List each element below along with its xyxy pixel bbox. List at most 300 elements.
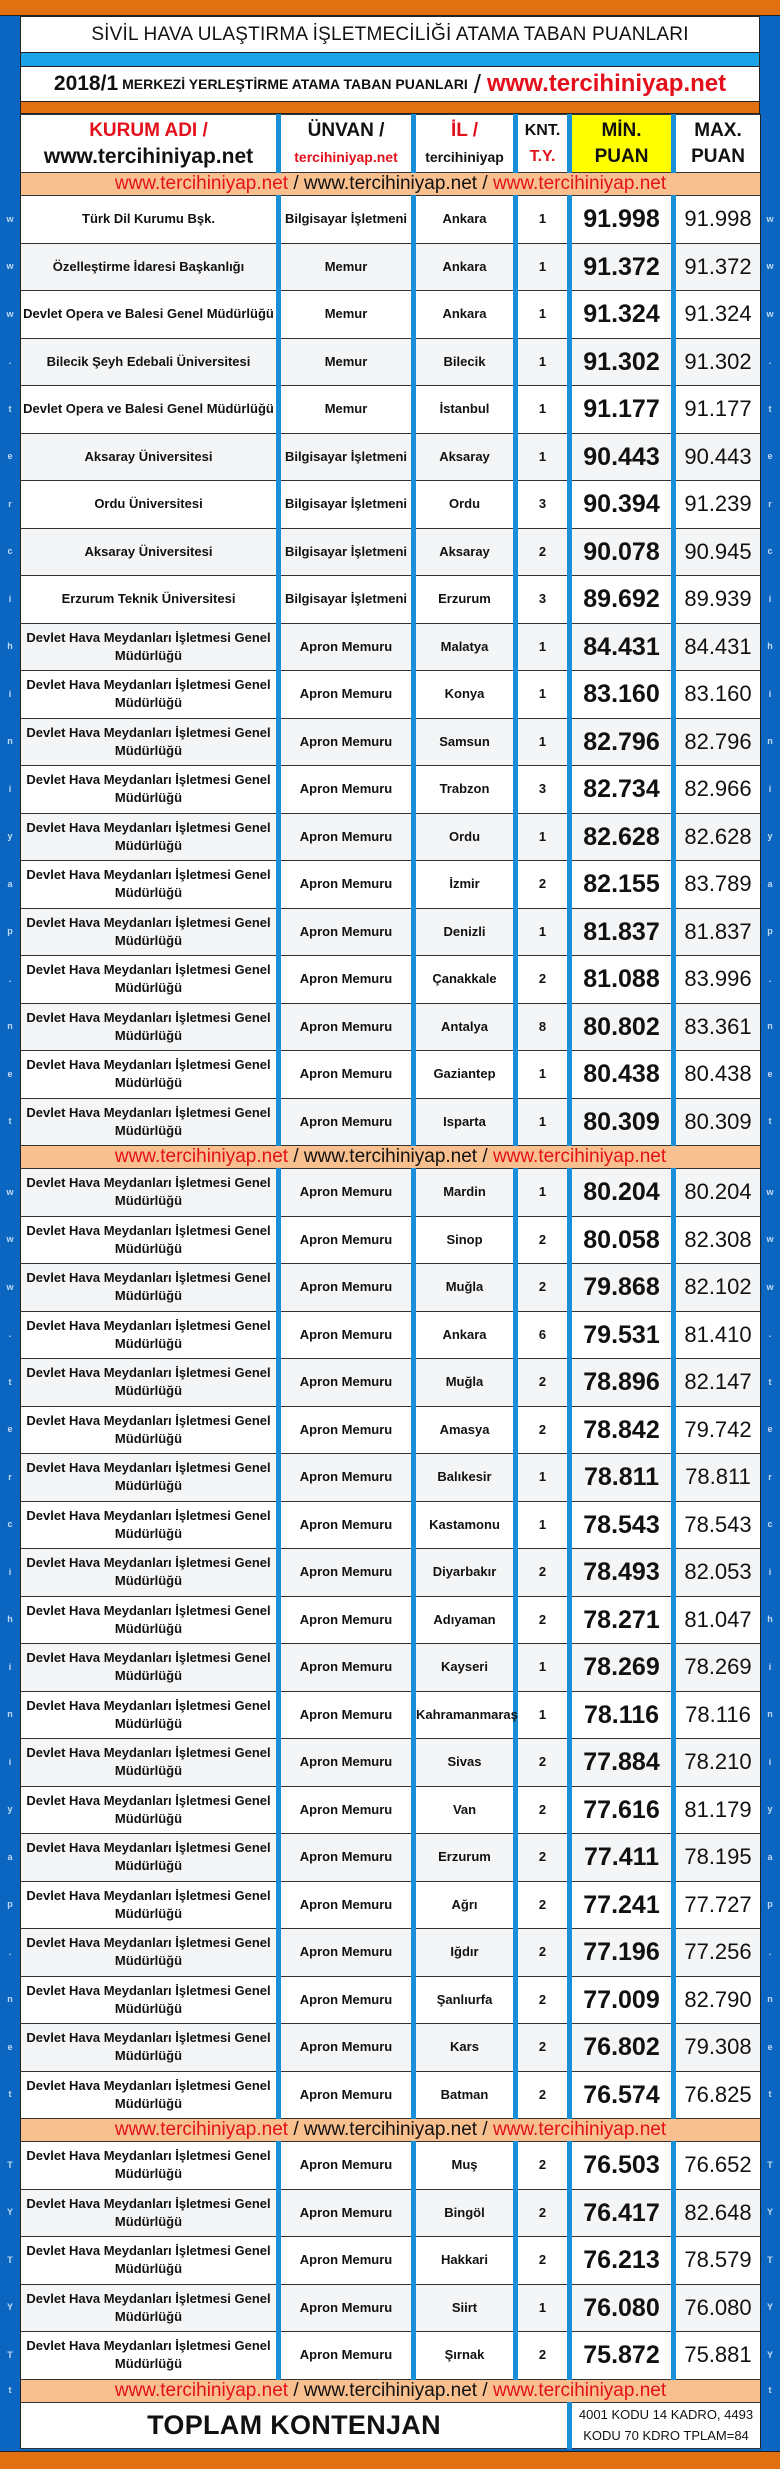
cell-kurum: Devlet Hava Meydanları İşletmesi Genel Müdürlüğü [21, 1359, 279, 1407]
table-row [21, 2284, 761, 2332]
cell-il: Kayseri [414, 1644, 516, 1692]
cell-il: Muğla [414, 1264, 516, 1312]
side-letter-right: n [767, 1994, 773, 2004]
cell-kurum: Devlet Hava Meydanları İşletmesi Genel Müdürlüğü [21, 1881, 279, 1929]
side-letter-left: i [8, 1756, 12, 1767]
side-letter-right: Y [766, 2207, 773, 2217]
cell-min-puan: 89.692 [570, 576, 674, 624]
cell-il: Gaziantep [414, 1051, 516, 1099]
side-letter-right: T [767, 2159, 773, 2170]
side-letter-right: e [767, 451, 773, 461]
cell-knt: 3 [516, 576, 570, 624]
cell-max-puan: 83.789 [674, 861, 761, 909]
cell-unvan: Memur [279, 386, 414, 434]
cell-knt: 1 [516, 671, 570, 719]
side-letter-right: e [767, 1068, 773, 1079]
table-row [21, 813, 761, 861]
cell-max-puan: 90.443 [674, 433, 761, 481]
side-letter-right: w [766, 213, 774, 224]
cell-knt: 2 [516, 1359, 570, 1407]
cell-kurum: Aksaray Üniversitesi [21, 433, 279, 481]
cell-knt: 2 [516, 1881, 570, 1929]
cell-kurum: Devlet Hava Meydanları İşletmesi Genel Müdürlüğü [21, 1739, 279, 1787]
watermark-sep-1: / [288, 1146, 304, 1167]
subtitle-year: 2018/1 [53, 72, 119, 95]
table-row [21, 1406, 761, 1454]
table-row [21, 1098, 761, 1146]
table-row [21, 338, 761, 386]
cell-kurum: Devlet Hava Meydanları İşletmesi Genel Müdürlüğü [21, 1264, 279, 1312]
cell-il: Ordu [414, 813, 516, 861]
table-row [21, 718, 761, 766]
table-row [21, 528, 761, 576]
table-row [21, 243, 761, 291]
cell-max-puan: 76.080 [674, 2284, 761, 2332]
cell-min-puan: 77.196 [570, 1929, 674, 1977]
watermark-link-3[interactable]: www.tercihiniyap.net [492, 1146, 667, 1167]
watermark-sep-2: / [477, 2119, 493, 2140]
watermark-link-2[interactable]: www.tercihiniyap.net [303, 2379, 478, 2401]
cell-min-puan: 91.177 [570, 386, 674, 434]
cell-max-puan: 80.204 [674, 1169, 761, 1217]
cell-unvan: Apron Memuru [279, 623, 414, 671]
cell-min-puan: 78.116 [570, 1691, 674, 1739]
cell-min-puan: 78.896 [570, 1359, 674, 1407]
table-row [21, 1051, 761, 1099]
cell-kurum: Devlet Opera ve Balesi Genel Müdürlüğü [21, 291, 279, 339]
subtitle-slash: / [473, 68, 481, 99]
cell-kurum: Devlet Hava Meydanları İşletmesi Genel Müdürlüğü [21, 956, 279, 1004]
cell-knt: 2 [516, 1976, 570, 2024]
watermark-link-2[interactable]: www.tercihiniyap.net [303, 173, 478, 194]
cell-kurum: Devlet Hava Meydanları İşletmesi Genel Müdürlüğü [21, 1834, 279, 1882]
total-note-line2: KODU 70 KDRO TPLAM=84 [583, 2428, 749, 2443]
subtitle [20, 67, 760, 102]
cell-knt: 2 [516, 1786, 570, 1834]
cell-il: Hakkari [414, 2237, 516, 2285]
side-letter-left: T [7, 2159, 13, 2170]
cell-knt: 1 [516, 908, 570, 956]
side-letter-right: p [767, 1899, 773, 1909]
cell-il: Ankara [414, 1311, 516, 1359]
cell-min-puan: 78.842 [570, 1406, 674, 1454]
total-note [570, 2402, 761, 2448]
cell-min-puan: 76.213 [570, 2237, 674, 2285]
cell-knt: 1 [516, 623, 570, 671]
cell-knt: 1 [516, 243, 570, 291]
header-max-line1: MAX. [694, 119, 742, 141]
cell-max-puan: 77.256 [674, 1929, 761, 1977]
side-letter-right: w [766, 1186, 774, 1197]
watermark-link-3[interactable]: www.tercihiniyap.net [492, 173, 667, 194]
table-row [21, 671, 761, 719]
side-letter-left: p [7, 926, 13, 936]
side-letter-left: a [7, 1851, 13, 1862]
cell-max-puan: 78.116 [674, 1691, 761, 1739]
cell-unvan: Apron Memuru [279, 861, 414, 909]
cell-max-puan: 83.361 [674, 1003, 761, 1051]
cyan-divider [20, 53, 760, 67]
cell-unvan: Bilgisayar İşletmeni [279, 481, 414, 529]
side-letter-right: y [767, 1804, 773, 1814]
cell-kurum: Bilecik Şeyh Edebali Üniversitesi [21, 338, 279, 386]
cell-unvan: Apron Memuru [279, 1786, 414, 1834]
cell-min-puan: 77.616 [570, 1786, 674, 1834]
cell-knt: 2 [516, 956, 570, 1004]
cell-kurum: Erzurum Teknik Üniversitesi [21, 576, 279, 624]
side-letter-left: a [7, 878, 13, 889]
cell-min-puan: 90.078 [570, 528, 674, 576]
cell-unvan: Apron Memuru [279, 2189, 414, 2237]
cell-max-puan: 81.837 [674, 908, 761, 956]
cell-min-puan: 78.811 [570, 1454, 674, 1502]
cell-kurum: Devlet Hava Meydanları İşletmesi Genel Müdürlüğü [21, 2024, 279, 2072]
cell-kurum: Ordu Üniversitesi [21, 481, 279, 529]
watermark-link-1[interactable]: www.tercihiniyap.net [114, 1146, 289, 1167]
cell-min-puan: 90.394 [570, 481, 674, 529]
cell-max-puan: 82.147 [674, 1359, 761, 1407]
watermark-band [21, 2379, 761, 2402]
total-row [21, 2402, 761, 2448]
side-letter-left: i [8, 1566, 12, 1577]
side-letter-left: e [7, 2041, 13, 2052]
side-letter-right: i [768, 783, 772, 794]
cell-unvan: Apron Memuru [279, 1976, 414, 2024]
table-row [21, 1644, 761, 1692]
cell-knt: 3 [516, 481, 570, 529]
side-letter-right: h [767, 641, 773, 651]
table-row [21, 386, 761, 434]
cell-kurum: Devlet Hava Meydanları İşletmesi Genel Müdürlüğü [21, 1786, 279, 1834]
side-letter-left: e [7, 1068, 13, 1079]
cell-il: Muş [414, 2142, 516, 2190]
page-title: SİVİL HAVA ULAŞTIRMA İŞLETMECİLİĞİ ATAMA TABAN PUANLARI [20, 16, 760, 53]
table-row [21, 1003, 761, 1051]
cell-max-puan: 83.160 [674, 671, 761, 719]
side-letter-left: w [6, 1186, 14, 1197]
cell-knt: 1 [516, 291, 570, 339]
table-row [21, 1834, 761, 1882]
cell-knt: 2 [516, 1929, 570, 1977]
cell-min-puan: 76.080 [570, 2284, 674, 2332]
side-letter-left: w [6, 308, 14, 319]
cell-unvan: Apron Memuru [279, 1051, 414, 1099]
side-letter-left: T [7, 2254, 13, 2265]
table-row [21, 1359, 761, 1407]
cell-max-puan: 82.796 [674, 718, 761, 766]
cell-il: Ağrı [414, 1881, 516, 1929]
watermark-link-3[interactable]: www.tercihiniyap.net [492, 2379, 667, 2401]
table-row [21, 1976, 761, 2024]
cell-unvan: Apron Memuru [279, 1169, 414, 1217]
cell-il: Denizli [414, 908, 516, 956]
cell-il: Sivas [414, 1739, 516, 1787]
header-il-line1: İL / [450, 119, 479, 141]
table-row [21, 1264, 761, 1312]
side-letter-left: . [8, 1329, 12, 1339]
side-letter-right: t [768, 2385, 772, 2395]
cell-il: Kastamonu [414, 1501, 516, 1549]
cell-max-puan: 81.047 [674, 1596, 761, 1644]
side-letter-right: Y [766, 2349, 773, 2360]
cell-unvan: Apron Memuru [279, 1264, 414, 1312]
cell-knt: 2 [516, 1406, 570, 1454]
cell-unvan: Apron Memuru [279, 1644, 414, 1692]
cell-il: Trabzon [414, 766, 516, 814]
cell-max-puan: 75.881 [674, 2332, 761, 2380]
cell-unvan: Bilgisayar İşletmeni [279, 576, 414, 624]
cell-max-puan: 78.811 [674, 1454, 761, 1502]
cell-il: Bingöl [414, 2189, 516, 2237]
watermark-band-cell [21, 2379, 761, 2402]
side-letter-right: w [766, 308, 774, 319]
side-letter-right: h [767, 1614, 773, 1624]
table-row [21, 2332, 761, 2380]
side-letter-left: n [7, 1021, 13, 1031]
cell-kurum: Devlet Hava Meydanları İşletmesi Genel Müdürlüğü [21, 2332, 279, 2380]
cell-knt: 2 [516, 2332, 570, 2380]
cell-kurum: Aksaray Üniversitesi [21, 528, 279, 576]
cell-min-puan: 91.372 [570, 243, 674, 291]
cell-max-puan: 82.966 [674, 766, 761, 814]
side-letter-right: p [767, 926, 773, 936]
header-kurum-line1: KURUM ADI / [89, 119, 208, 141]
cell-kurum: Devlet Hava Meydanları İşletmesi Genel Müdürlüğü [21, 2071, 279, 2119]
watermark-link-3[interactable]: www.tercihiniyap.net [492, 2119, 667, 2140]
cell-min-puan: 90.443 [570, 433, 674, 481]
cell-knt: 1 [516, 1051, 570, 1099]
cell-il: Iğdır [414, 1929, 516, 1977]
cell-unvan: Apron Memuru [279, 2071, 414, 2119]
cell-il: Şırnak [414, 2332, 516, 2380]
side-letter-left: Y [6, 2302, 13, 2312]
cell-unvan: Apron Memuru [279, 1003, 414, 1051]
cell-knt: 1 [516, 2284, 570, 2332]
side-letter-left: t [8, 1376, 12, 1387]
side-letter-right: n [767, 1021, 773, 1031]
side-letter-left: Y [6, 2207, 13, 2217]
cell-il: Ankara [414, 291, 516, 339]
header-unvan [279, 115, 414, 173]
cell-min-puan: 78.543 [570, 1501, 674, 1549]
cell-min-puan: 81.837 [570, 908, 674, 956]
cell-unvan: Apron Memuru [279, 1098, 414, 1146]
watermark-link-1[interactable]: www.tercihiniyap.net [114, 2379, 289, 2401]
header-row [21, 115, 761, 173]
cell-il: Erzurum [414, 1834, 516, 1882]
cell-unvan: Apron Memuru [279, 813, 414, 861]
cell-min-puan: 79.531 [570, 1311, 674, 1359]
cell-min-puan: 77.241 [570, 1881, 674, 1929]
cell-kurum: Devlet Hava Meydanları İşletmesi Genel Müdürlüğü [21, 1051, 279, 1099]
cell-unvan: Apron Memuru [279, 2284, 414, 2332]
side-letter-left: r [8, 498, 12, 509]
cell-unvan: Apron Memuru [279, 1739, 414, 1787]
cell-min-puan: 78.271 [570, 1596, 674, 1644]
cell-il: Samsun [414, 718, 516, 766]
side-letter-right: y [767, 831, 773, 841]
side-letter-left: T [7, 2349, 13, 2360]
cell-max-puan: 90.945 [674, 528, 761, 576]
side-letter-left: c [7, 1519, 13, 1529]
side-letter-left: i [8, 593, 12, 604]
cell-il: Konya [414, 671, 516, 719]
cell-kurum: Devlet Hava Meydanları İşletmesi Genel Müdürlüğü [21, 2284, 279, 2332]
cell-il: Sinop [414, 1216, 516, 1264]
cell-max-puan: 91.239 [674, 481, 761, 529]
side-letter-right: c [767, 546, 773, 556]
side-letter-left: w [6, 261, 14, 271]
cell-max-puan: 82.308 [674, 1216, 761, 1264]
cell-il: Antalya [414, 1003, 516, 1051]
cell-il: Amasya [414, 1406, 516, 1454]
cell-max-puan: 78.579 [674, 2237, 761, 2285]
watermark-sep-2: / [477, 1146, 493, 1167]
header-kurum [21, 115, 279, 173]
cell-unvan: Memur [279, 243, 414, 291]
cell-knt: 1 [516, 718, 570, 766]
cell-unvan: Apron Memuru [279, 1834, 414, 1882]
cell-unvan: Apron Memuru [279, 2142, 414, 2190]
cell-kurum: Devlet Opera ve Balesi Genel Müdürlüğü [21, 386, 279, 434]
cell-max-puan: 79.308 [674, 2024, 761, 2072]
cell-max-puan: 91.998 [674, 196, 761, 244]
cell-il: Siirt [414, 2284, 516, 2332]
cell-unvan: Apron Memuru [279, 1691, 414, 1739]
cell-knt: 2 [516, 2071, 570, 2119]
cell-min-puan: 80.204 [570, 1169, 674, 1217]
header-il [414, 115, 516, 173]
side-letter-left: t [8, 2089, 12, 2099]
cell-knt: 2 [516, 1739, 570, 1787]
cell-min-puan: 80.309 [570, 1098, 674, 1146]
cell-il: Çanakkale [414, 956, 516, 1004]
cell-il: Kars [414, 2024, 516, 2072]
cell-max-puan: 91.177 [674, 386, 761, 434]
side-letter-left: i [8, 1661, 12, 1672]
side-letter-right: w [766, 261, 774, 271]
cell-kurum: Devlet Hava Meydanları İşletmesi Genel Müdürlüğü [21, 1216, 279, 1264]
cell-kurum: Devlet Hava Meydanları İşletmesi Genel Müdürlüğü [21, 2189, 279, 2237]
cell-kurum: Devlet Hava Meydanları İşletmesi Genel Müdürlüğü [21, 1596, 279, 1644]
side-letter-right: i [768, 1566, 772, 1577]
cell-max-puan: 80.438 [674, 1051, 761, 1099]
cell-max-puan: 77.727 [674, 1881, 761, 1929]
cell-kurum: Devlet Hava Meydanları İşletmesi Genel Müdürlüğü [21, 1098, 279, 1146]
header-min-line2: PUAN [594, 145, 649, 167]
side-letter-left: n [7, 1709, 13, 1719]
table-row [21, 1786, 761, 1834]
side-letter-right: T [767, 2254, 773, 2265]
header-min-line1: MİN. [601, 119, 642, 141]
cell-min-puan: 78.493 [570, 1549, 674, 1597]
cell-min-puan: 76.574 [570, 2071, 674, 2119]
cell-il: Malatya [414, 623, 516, 671]
cell-il: Isparta [414, 1098, 516, 1146]
cell-unvan: Apron Memuru [279, 1216, 414, 1264]
cell-min-puan: 80.802 [570, 1003, 674, 1051]
table-row [21, 1929, 761, 1977]
table-row [21, 1169, 761, 1217]
side-letter-right: t [768, 2089, 772, 2099]
watermark-band-cell [21, 173, 761, 196]
cell-max-puan: 82.790 [674, 1976, 761, 2024]
orange-divider [20, 102, 760, 114]
table-row [21, 623, 761, 671]
watermark-link-1[interactable]: www.tercihiniyap.net [114, 173, 289, 194]
cell-knt: 1 [516, 1098, 570, 1146]
cell-unvan: Apron Memuru [279, 956, 414, 1004]
cell-knt: 1 [516, 386, 570, 434]
cell-unvan: Apron Memuru [279, 1501, 414, 1549]
header-knt [516, 115, 570, 173]
watermark-link-1[interactable]: www.tercihiniyap.net [114, 2119, 289, 2140]
cell-knt: 2 [516, 2142, 570, 2190]
side-letter-right: i [768, 593, 772, 604]
header-knt-line2: T.Y. [529, 147, 556, 165]
cell-il: Diyarbakır [414, 1549, 516, 1597]
watermark-link-2[interactable]: www.tercihiniyap.net [303, 2119, 478, 2140]
cell-il: Mardin [414, 1169, 516, 1217]
cell-max-puan: 83.996 [674, 956, 761, 1004]
side-letter-right: . [768, 1946, 772, 1957]
cell-min-puan: 79.868 [570, 1264, 674, 1312]
cell-kurum: Devlet Hava Meydanları İşletmesi Genel Müdürlüğü [21, 671, 279, 719]
cell-max-puan: 76.652 [674, 2142, 761, 2190]
header-unvan-line2: tercihiniyap.net [294, 148, 398, 165]
cell-knt: 2 [516, 1216, 570, 1264]
side-letter-right: . [768, 973, 772, 984]
cell-min-puan: 82.796 [570, 718, 674, 766]
cell-knt: 1 [516, 1644, 570, 1692]
watermark-link-2[interactable]: www.tercihiniyap.net [303, 1146, 478, 1167]
cell-max-puan: 91.302 [674, 338, 761, 386]
cell-il: Ankara [414, 243, 516, 291]
table-row [21, 2071, 761, 2119]
cell-max-puan: 79.742 [674, 1406, 761, 1454]
cell-knt: 1 [516, 433, 570, 481]
side-letter-left: h [7, 1614, 13, 1624]
cell-min-puan: 82.155 [570, 861, 674, 909]
cell-min-puan: 77.411 [570, 1834, 674, 1882]
side-letter-right: c [767, 1519, 773, 1529]
table-row [21, 433, 761, 481]
cell-kurum: Devlet Hava Meydanları İşletmesi Genel Müdürlüğü [21, 1644, 279, 1692]
cell-il: Van [414, 1786, 516, 1834]
cell-max-puan: 78.195 [674, 1834, 761, 1882]
cell-min-puan: 80.058 [570, 1216, 674, 1264]
side-letter-right: w [766, 1281, 774, 1292]
cell-min-puan: 82.628 [570, 813, 674, 861]
cell-unvan: Memur [279, 291, 414, 339]
cell-knt: 3 [516, 766, 570, 814]
cell-kurum: Devlet Hava Meydanları İşletmesi Genel Müdürlüğü [21, 766, 279, 814]
cell-knt: 2 [516, 1596, 570, 1644]
cell-min-puan: 91.302 [570, 338, 674, 386]
cell-unvan: Apron Memuru [279, 1549, 414, 1597]
side-letter-left: n [7, 1994, 13, 2004]
subtitle-site-link[interactable]: www.tercihiniyap.net [486, 70, 727, 97]
cell-knt: 1 [516, 1501, 570, 1549]
cell-kurum: Devlet Hava Meydanları İşletmesi Genel Müdürlüğü [21, 623, 279, 671]
cell-knt: 2 [516, 2189, 570, 2237]
side-letter-right: i [768, 688, 772, 699]
total-note-line1: 4001 KODU 14 KADRO, 4493 [578, 2407, 754, 2422]
side-letter-right: n [767, 1709, 773, 1719]
cell-max-puan: 81.179 [674, 1786, 761, 1834]
cell-knt: 1 [516, 338, 570, 386]
cell-il: Batman [414, 2071, 516, 2119]
